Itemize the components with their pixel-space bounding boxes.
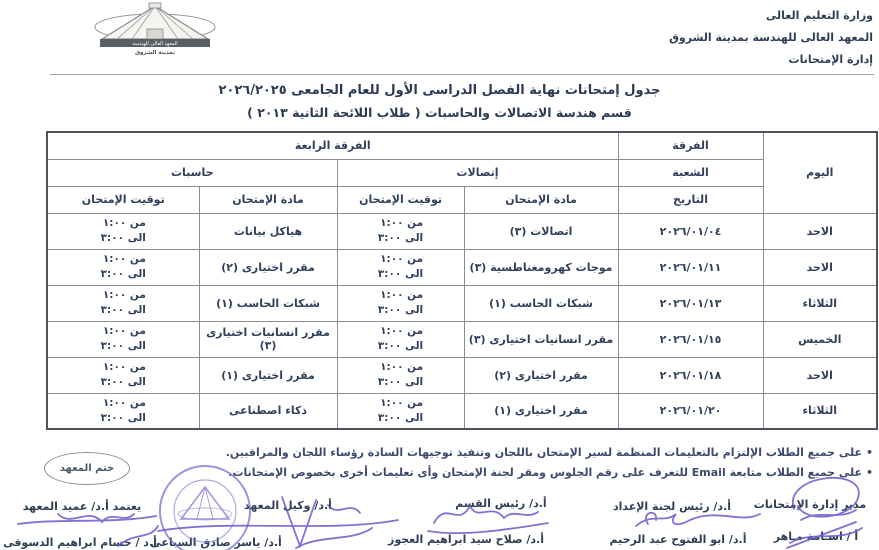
date-cell: ٢٠٢٦/٠١/١٥ — [618, 321, 763, 357]
comm-time-cell: من ١:٠٠ الى ٣:٠٠ — [337, 249, 464, 285]
note-item: •على جميع الطلاب الإلتزام بالتعليمات المنظمة لسير الإمتحان باللجان وتنفيذ توجيهات السادة رؤساء اللجان والمراقبين. — [225, 446, 873, 459]
institute-logo — [92, 2, 218, 60]
comp-time-cell: من ١:٠٠ الى ٣:٠٠ — [47, 357, 199, 393]
signature-title: أ.د/ وكيل المعهد — [244, 499, 332, 512]
table-row — [47, 393, 877, 429]
comp-subject-cell: شبكات الحاسب (١) — [199, 285, 337, 321]
comp-subject-cell: مقرر اختيارى (١) — [199, 357, 337, 393]
day-cell: الاحد — [763, 213, 877, 249]
pyramid-logo-icon — [92, 2, 218, 60]
day-cell: الثلاثاء — [763, 285, 877, 321]
comm-subject-cell: شبكات الحاسب (١) — [464, 285, 618, 321]
signature-name: أ / اسـامة مـاهر — [773, 530, 859, 543]
communications-header: إتصالات — [337, 159, 618, 186]
bullet: • — [865, 466, 873, 479]
exams-admin-line: إدارة الإمتحانات — [788, 53, 873, 66]
exam-schedule-table — [46, 131, 878, 430]
comm-subject-header: مادة الإمتحان — [464, 186, 618, 213]
day-cell: الثلاثاء — [763, 393, 877, 429]
comp-time-cell: من ١:٠٠ الى ٣:٠٠ — [47, 249, 199, 285]
comp-subject-cell: ذكاء اصطناعى — [199, 393, 337, 429]
comp-time-header: توقيت الإمتحان — [47, 186, 199, 213]
comp-time-cell: من ١:٠٠ الى ٣:٠٠ — [47, 285, 199, 321]
signature-name: أ.د / حسام ابراهيم الدسوقى — [3, 536, 157, 549]
table-row — [47, 357, 877, 393]
date-cell: ٢٠٢٦/٠١/١١ — [618, 249, 763, 285]
department-subtitle: قسم هندسة الاتصالات والحاسبات ( طلاب اللائحة الثانية ٢٠١٣ ) — [247, 105, 632, 120]
comm-time-header: توقيت الإمتحان — [337, 186, 464, 213]
note-item: •على جميع الطلاب متابعة Email للتعرف على رقم الجلوس ومقر لجنة الإمتحان وأى تعليمات أخرى بخصوص الإمتحانات. — [228, 466, 873, 479]
comm-subject-cell: مقرر انسانيات اختيارى (٣) — [464, 321, 618, 357]
signature-title: يعتمد أ.د/ عميد المعهد — [22, 500, 142, 513]
seal-label: ختم المعهد — [59, 463, 115, 474]
section-header: الشعبة — [618, 159, 763, 186]
date-cell: ٢٠٢٦/٠١/٢٠ — [618, 393, 763, 429]
signature-title: أ.د/ رئيس القسم — [455, 497, 547, 510]
bullet: • — [865, 446, 873, 459]
signature-name: أ.د/ صلاح سيد ابراهيم العجوز — [387, 533, 545, 546]
header-row-grade — [47, 132, 877, 159]
day-header: اليوم — [763, 132, 877, 213]
date-cell: ٢٠٢٦/٠١/١٣ — [618, 285, 763, 321]
logo-band-text: المعهد العالى للهندسة — [132, 41, 178, 47]
signature-name: أ.د/ ابو الفتوح عبد الرحيم — [609, 533, 747, 546]
comm-subject-cell: اتصالات (٣) — [464, 213, 618, 249]
comm-subject-cell: موجات كهرومغناطسية (٣) — [464, 249, 618, 285]
comm-time-cell: من ١:٠٠ الى ٣:٠٠ — [337, 213, 464, 249]
comm-time-cell: من ١:٠٠ الى ٣:٠٠ — [337, 321, 464, 357]
ministry-line: وزارة التعليم العالى — [765, 9, 873, 22]
computers-header: حاسبات — [47, 159, 337, 186]
date-header: التاريخ — [618, 186, 763, 213]
day-cell: الاحد — [763, 357, 877, 393]
grade-header: الفرقة — [618, 132, 763, 159]
comm-time-cell: من ١:٠٠ الى ٣:٠٠ — [337, 285, 464, 321]
signature-title: مدير إدارة الإمتحانات — [753, 498, 867, 511]
comp-time-cell: من ١:٠٠ الى ٣:٠٠ — [47, 213, 199, 249]
seal-oval — [44, 452, 130, 485]
comm-time-cell: من ١:٠٠ الى ٣:٠٠ — [337, 357, 464, 393]
comm-subject-cell: مقرر اختيارى (٢) — [464, 357, 618, 393]
signature-name: أ.د/ ياسر صادق السباعى — [150, 536, 282, 549]
date-cell: ٢٠٢٦/٠١/٠٤ — [618, 213, 763, 249]
comp-subject-cell: هياكل بيانات — [199, 213, 337, 249]
day-cell: الاحد — [763, 249, 877, 285]
instructions-notes — [226, 443, 873, 483]
comp-subject-cell: مقرر اختيارى (٢) — [199, 249, 337, 285]
comp-subject-header: مادة الإمتحان — [199, 186, 337, 213]
table-row — [47, 321, 877, 357]
logo-caption: بمدينة الشروق — [135, 50, 175, 56]
fourth-year-header: الفرقة الرابعة — [47, 132, 618, 159]
schedule-title: جدول إمتحانات نهاية الفصل الدراسى الأول للعام الجامعى ٢٠٢٦/٢٠٢٥ — [218, 83, 661, 98]
comp-subject-cell: مقرر انسانيات اختيارى (٣) — [199, 321, 337, 357]
header-row-date — [47, 186, 877, 213]
table-row — [47, 213, 877, 249]
comm-time-cell: من ١:٠٠ الى ٣:٠٠ — [337, 393, 464, 429]
signature-title: أ.د/ رئيس لجنة الإعداد — [612, 500, 732, 513]
comp-time-cell: من ١:٠٠ الى ٣:٠٠ — [47, 321, 199, 357]
day-cell: الخميس — [763, 321, 877, 357]
table-row — [47, 249, 877, 285]
institute-line: المعهد العالى للهندسة بمدينة الشروق — [669, 31, 873, 44]
comm-subject-cell: مقرر اختيارى (١) — [464, 393, 618, 429]
letterhead — [669, 5, 873, 71]
date-cell: ٢٠٢٦/٠١/١٨ — [618, 357, 763, 393]
header-row-section — [47, 159, 877, 186]
header-divider — [50, 74, 874, 75]
comp-time-cell: من ١:٠٠ الى ٣:٠٠ — [47, 393, 199, 429]
table-row — [47, 285, 877, 321]
